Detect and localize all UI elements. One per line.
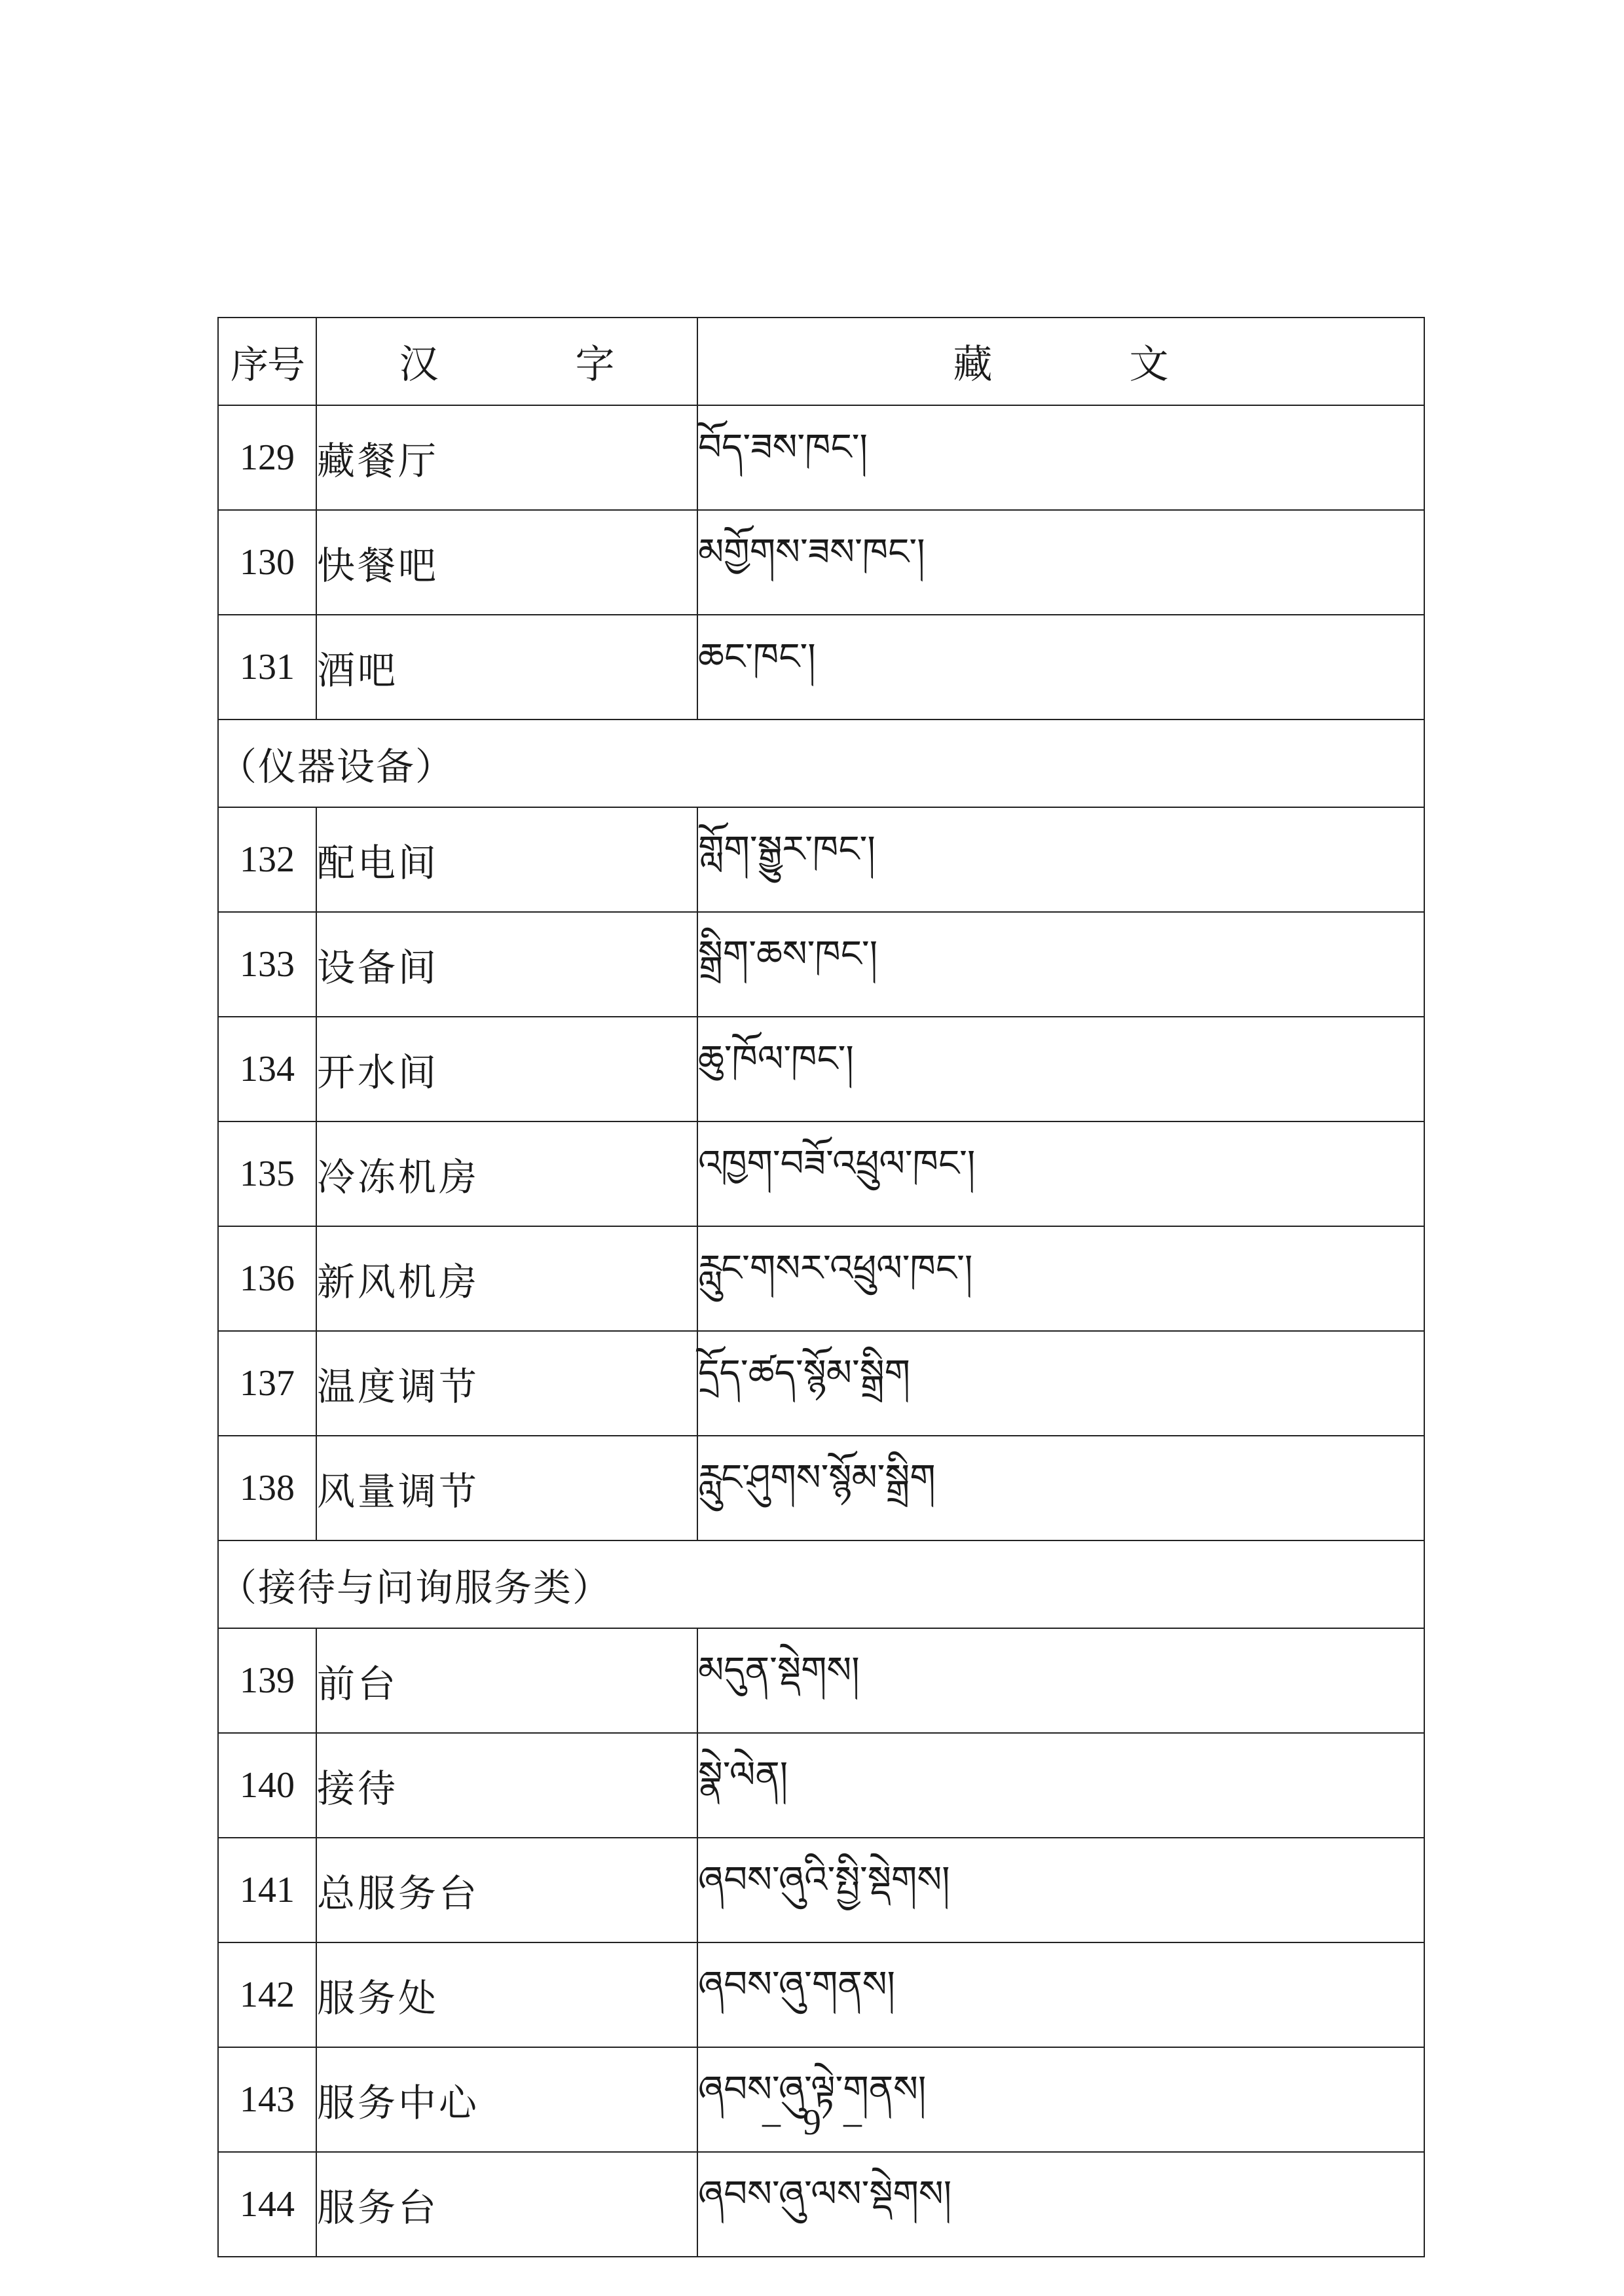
section-heading: （仪器设备） <box>218 720 1424 807</box>
table-row <box>218 615 1424 720</box>
table-row <box>218 1121 1424 1226</box>
entry-number: 138 <box>218 1436 316 1540</box>
entry-number: 142 <box>218 1942 316 2047</box>
entry-tibetan: གློག་སྒྱུར་ཁང་། <box>697 807 1424 912</box>
table-row <box>218 1226 1424 1331</box>
entry-number: 132 <box>218 807 316 912</box>
table-row <box>218 1017 1424 1121</box>
entry-number: 140 <box>218 1733 316 1838</box>
table-header-row <box>218 318 1424 405</box>
table-row <box>218 912 1424 1017</box>
header-tibetan: 藏 文 <box>697 318 1424 405</box>
header-chinese: 汉 字 <box>316 318 697 405</box>
entry-number: 131 <box>218 615 316 720</box>
page-number: – 9 – <box>762 2102 862 2143</box>
entry-chinese: 接待 <box>316 1733 697 1838</box>
entry-tibetan: ཞབས་ཞུ་ལས་སྡེགས། <box>697 2152 1424 2257</box>
table-row <box>218 1436 1424 1540</box>
entry-tibetan: སྣེ་ལེན། <box>697 1733 1424 1838</box>
entry-tibetan: བོད་ཟས་ཁང་། <box>697 405 1424 510</box>
entry-chinese: 风量调节 <box>316 1436 697 1540</box>
entry-number: 134 <box>218 1017 316 1121</box>
entry-number: 129 <box>218 405 316 510</box>
glossary-table <box>217 317 1425 2257</box>
entry-tibetan: འཁྱག་བཟོ་འཕྲུལ་ཁང་། <box>697 1121 1424 1226</box>
entry-number: 144 <box>218 2152 316 2257</box>
entry-chinese: 前台 <box>316 1628 697 1733</box>
table-row <box>218 807 1424 912</box>
table-row <box>218 1733 1424 1838</box>
table-row <box>218 1628 1424 1733</box>
table-row <box>218 2152 1424 2257</box>
section-row <box>218 1540 1424 1628</box>
table-row <box>218 1942 1424 2047</box>
entry-tibetan: མགྱོགས་ཟས་ཁང་། <box>697 510 1424 615</box>
entry-chinese: 新风机房 <box>316 1226 697 1331</box>
section-heading: （接待与问询服务类） <box>218 1540 1424 1628</box>
entry-chinese: 温度调节 <box>316 1331 697 1436</box>
section-row <box>218 720 1424 807</box>
table-row <box>218 1331 1424 1436</box>
entry-chinese: 设备间 <box>316 912 697 1017</box>
entry-tibetan: དྲོད་ཚད་སྙོམ་སྒྲིག <box>697 1331 1424 1436</box>
table-row <box>218 405 1424 510</box>
entry-tibetan: རླུང་གསར་འཕྲུལ་ཁང་། <box>697 1226 1424 1331</box>
entry-number: 135 <box>218 1121 316 1226</box>
entry-tibetan: མདུན་སྡེགས། <box>697 1628 1424 1733</box>
table-body <box>218 405 1424 2257</box>
entry-number: 136 <box>218 1226 316 1331</box>
table-row <box>218 1838 1424 1942</box>
entry-chinese: 酒吧 <box>316 615 697 720</box>
entry-tibetan: རླུང་ཤུགས་སྙོམ་སྒྲིག <box>697 1436 1424 1540</box>
entry-number: 133 <box>218 912 316 1017</box>
table-row <box>218 510 1424 615</box>
entry-tibetan: ཞབས་ཞུའི་སྤྱི་སྡེགས། <box>697 1838 1424 1942</box>
entry-number: 130 <box>218 510 316 615</box>
header-number: 序号 <box>218 318 316 405</box>
entry-chinese: 快餐吧 <box>316 510 697 615</box>
entry-tibetan: ཞབས་ཞུ་གནས། <box>697 1942 1424 2047</box>
entry-chinese: 服务中心 <box>316 2047 697 2152</box>
entry-chinese: 冷冻机房 <box>316 1121 697 1226</box>
entry-chinese: 服务处 <box>316 1942 697 2047</box>
entry-tibetan: ཞབས་ཞུ་ལྟེ་གནས། <box>697 2047 1424 2152</box>
entry-tibetan: ཆུ་ཁོལ་ཁང་། <box>697 1017 1424 1121</box>
entry-number: 143 <box>218 2047 316 2152</box>
entry-chinese: 开水间 <box>316 1017 697 1121</box>
entry-tibetan: སྒྲིག་ཆས་ཁང་། <box>697 912 1424 1017</box>
entry-number: 139 <box>218 1628 316 1733</box>
entry-chinese: 总服务台 <box>316 1838 697 1942</box>
entry-tibetan: ཆང་ཁང་། <box>697 615 1424 720</box>
entry-chinese: 藏餐厅 <box>316 405 697 510</box>
entry-number: 137 <box>218 1331 316 1436</box>
entry-number: 141 <box>218 1838 316 1942</box>
entry-chinese: 配电间 <box>316 807 697 912</box>
entry-chinese: 服务台 <box>316 2152 697 2257</box>
